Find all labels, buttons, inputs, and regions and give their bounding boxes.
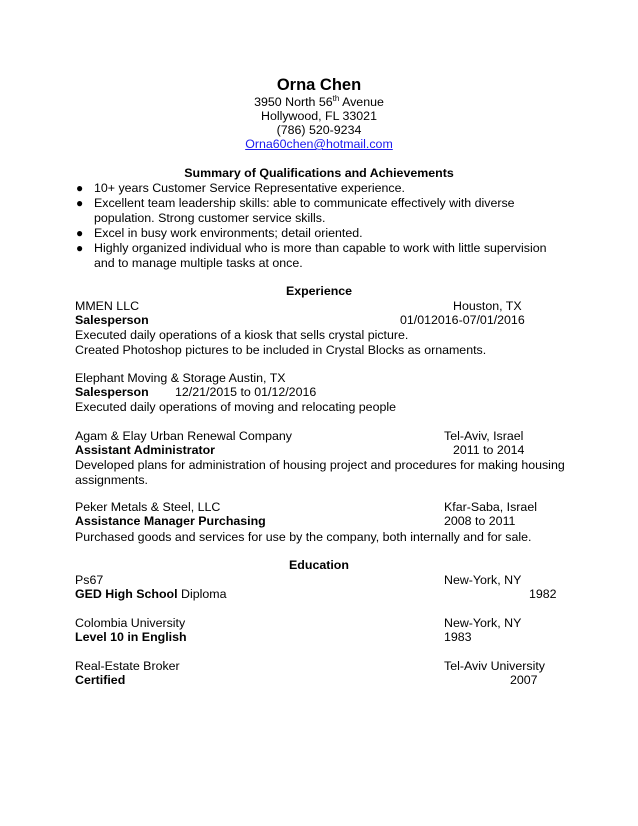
education-location: New-York, NY (444, 616, 522, 630)
summary-bullet: Excellent team leadership skills: able to communicate effectively with diverse (94, 196, 515, 210)
job-location: Houston, TX (453, 299, 522, 313)
summary-bullet-continued: population. Strong customer service skills. (94, 211, 326, 225)
summary-title: Summary of Qualifications and Achievements (184, 166, 454, 180)
job-company: Peker Metals & Steel, LLC (75, 500, 221, 514)
education-year: 1983 (444, 630, 472, 644)
address-street: 3950 North 56th Avenue (254, 93, 384, 109)
summary-bullet-continued: and to manage multiple tasks at once. (94, 256, 303, 270)
job-company: Agam & Elay Urban Renewal Company (75, 429, 292, 443)
education-location: New-York, NY (444, 573, 522, 587)
education-school: Colombia University (75, 616, 186, 630)
education-school: Real-Estate Broker (75, 659, 180, 673)
resume-name: Orna Chen (276, 76, 362, 94)
education-degree: GED High School Diploma (75, 587, 227, 601)
job-dates: 01/012016-07/01/2016 (400, 313, 525, 327)
education-year: 1982 (529, 587, 557, 601)
job-description: Executed daily operations of a kiosk that sells crystal picture. (75, 328, 409, 342)
job-description: assignments. (75, 473, 149, 487)
job-role: Assistant Administrator (75, 443, 215, 457)
bullet-icon: ● (76, 196, 84, 210)
education-year: 2007 (510, 673, 538, 687)
job-role: Assistance Manager Purchasing (75, 514, 266, 528)
job-dates: 2008 to 2011 (444, 514, 516, 528)
job-description: Developed plans for administration of housing project and procedures for making housing (75, 458, 565, 472)
summary-bullet: Highly organized individual who is more than capable to work with little supervision (94, 241, 547, 255)
job-dates: 12/21/2015 to 01/12/2016 (175, 385, 317, 399)
email-link[interactable]: Orna60chen@hotmail.com (245, 137, 393, 151)
bullet-icon: ● (76, 181, 84, 195)
bullet-icon: ● (76, 226, 84, 240)
education-location: Tel-Aviv University (444, 659, 545, 673)
email-wrapper (0, 137, 638, 152)
job-company: MMEN LLC (75, 299, 140, 313)
job-description: Purchased goods and services for use by the company, both internally and for sale. (75, 530, 532, 544)
summary-bullet: 10+ years Customer Service Representative experience. (94, 181, 405, 195)
education-degree: Level 10 in English (75, 630, 187, 644)
job-description: Created Photoshop pictures to be included in Crystal Blocks as ornaments. (75, 343, 487, 357)
job-role: Salesperson (75, 313, 149, 327)
job-description: Executed daily operations of moving and relocating people (75, 400, 396, 414)
phone-number: (786) 520-9234 (276, 123, 362, 137)
job-dates: 2011 to 2014 (453, 443, 525, 457)
education-degree: Certified (75, 673, 126, 687)
bullet-icon: ● (76, 241, 84, 255)
job-company: Elephant Moving & Storage Austin, TX (75, 371, 286, 385)
summary-bullet: Excel in busy work environments; detail oriented. (94, 226, 363, 240)
address-city: Hollywood, FL 33021 (261, 109, 377, 123)
education-title: Education (289, 558, 349, 572)
education-school: Ps67 (75, 573, 104, 587)
job-role: Salesperson (75, 385, 149, 399)
job-location: Kfar-Saba, Israel (444, 500, 537, 514)
experience-title: Experience (285, 284, 353, 298)
job-location: Tel-Aviv, Israel (444, 429, 524, 443)
